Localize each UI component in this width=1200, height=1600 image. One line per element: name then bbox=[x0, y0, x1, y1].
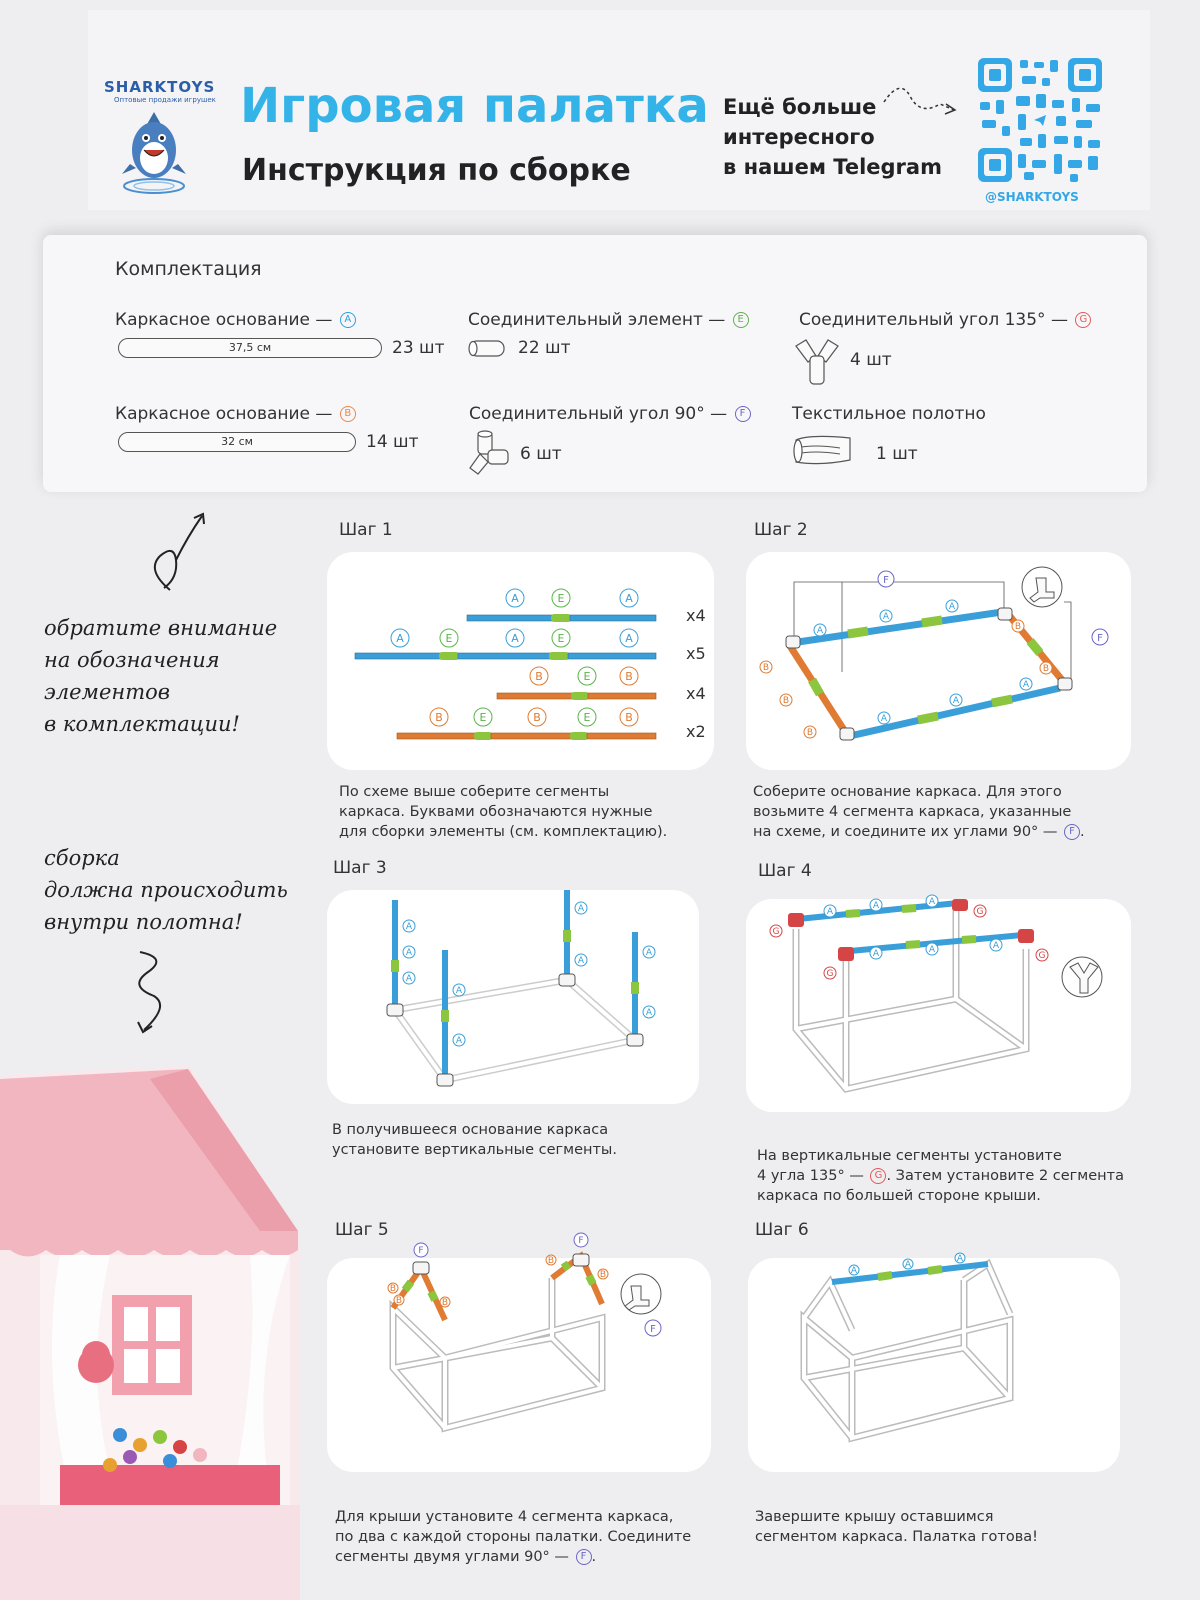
step-3-description bbox=[332, 1120, 617, 1160]
code-badge-a: A bbox=[340, 312, 356, 328]
kit-item-f-label bbox=[469, 404, 751, 424]
note1-line-1: обратите внимание bbox=[44, 616, 278, 640]
step-6-diagram bbox=[748, 1254, 1120, 1472]
note-labels bbox=[44, 612, 277, 740]
page-title: Игровая палатка bbox=[240, 78, 709, 134]
step-1-line-3: для сборки элементы (см. комплектацию). bbox=[339, 824, 668, 840]
note2-line-1: сборка bbox=[44, 846, 120, 870]
code-badge-e: E bbox=[733, 312, 749, 328]
svg-text:A: A bbox=[882, 612, 890, 622]
kit-item-b-qty: 14 шт bbox=[366, 432, 419, 452]
dotted-arrow-icon bbox=[880, 82, 960, 122]
svg-text:A: A bbox=[625, 592, 633, 605]
kit-item-f-text: Соединительный угол 90° — bbox=[469, 404, 728, 424]
curly-arrow-up-icon bbox=[140, 510, 220, 600]
kit-item-e-label bbox=[468, 310, 749, 330]
svg-text:B: B bbox=[762, 663, 770, 673]
step-2-line-2: возьмите 4 сегмента каркаса, указанные bbox=[753, 804, 1072, 820]
svg-text:B: B bbox=[389, 1284, 397, 1294]
note1-line-2: на обозначения bbox=[44, 648, 220, 672]
svg-text:B: B bbox=[395, 1296, 403, 1306]
svg-text:B: B bbox=[625, 670, 633, 683]
qr-code-icon[interactable] bbox=[976, 56, 1104, 184]
code-badge-f: F bbox=[735, 406, 751, 422]
telegram-line-3: в нашем Telegram bbox=[723, 155, 942, 179]
kit-item-g-label bbox=[799, 310, 1091, 330]
tube-a: 37,5 см bbox=[118, 338, 382, 358]
note1-line-4: в комплектации! bbox=[44, 712, 240, 736]
kit-item-e-text: Соединительный элемент — bbox=[468, 310, 726, 330]
code-badge-f: F bbox=[1064, 824, 1080, 840]
svg-text:B: B bbox=[441, 1298, 449, 1308]
svg-text:F: F bbox=[1097, 633, 1103, 644]
note2-line-3: внутри полотна! bbox=[44, 910, 243, 934]
step-5-description bbox=[335, 1507, 691, 1567]
step-2-line-1: Соберите основание каркаса. Для этого bbox=[753, 784, 1062, 800]
svg-text:E: E bbox=[557, 632, 565, 645]
svg-text:E: E bbox=[445, 632, 453, 645]
svg-text:B: B bbox=[599, 1270, 607, 1280]
step-1-line-1: По схеме выше соберите сегменты bbox=[339, 784, 610, 800]
code-badge-b: B bbox=[340, 406, 356, 422]
step-4-line-2: 4 угла 135° — G . Затем установите 2 сегмента bbox=[757, 1168, 1124, 1184]
svg-text:A: A bbox=[396, 632, 404, 645]
step-2-diagram bbox=[746, 552, 1131, 770]
svg-text:G: G bbox=[1038, 951, 1046, 961]
step-4-line-1: На вертикальные сегменты установите bbox=[757, 1148, 1062, 1164]
svg-text:F: F bbox=[578, 1236, 584, 1246]
step-5-line-2: по два с каждой стороны палатки. Соедините bbox=[335, 1529, 692, 1545]
svg-text:A: A bbox=[405, 948, 413, 958]
svg-text:E: E bbox=[557, 592, 565, 605]
svg-text:A: A bbox=[928, 897, 936, 907]
code-badge-g: G bbox=[870, 1168, 886, 1184]
code-badge-g: G bbox=[1075, 312, 1091, 328]
svg-text:B: B bbox=[1014, 622, 1022, 632]
step-1-diagram bbox=[327, 552, 714, 770]
svg-text:A: A bbox=[826, 907, 834, 917]
step-2-title: Шаг 2 bbox=[754, 520, 808, 540]
svg-text:B: B bbox=[1042, 664, 1050, 674]
svg-text:E: E bbox=[583, 670, 591, 683]
kit-item-textile-label: Текстильное полотно bbox=[792, 404, 986, 424]
kit-item-textile-qty: 1 шт bbox=[876, 444, 918, 464]
step-5-line-1: Для крыши установите 4 сегмента каркаса, bbox=[335, 1509, 674, 1525]
connector-icon bbox=[466, 338, 510, 360]
squiggle-arrow-down-icon bbox=[124, 948, 174, 1038]
svg-text:A: A bbox=[455, 1036, 463, 1046]
step-5-line-3-text: сегменты двумя углами 90° — bbox=[335, 1549, 569, 1565]
kit-item-f-qty: 6 шт bbox=[520, 444, 562, 464]
step-6-line-2: сегментом каркаса. Палатка готова! bbox=[755, 1529, 1038, 1545]
kit-item-e-qty: 22 шт bbox=[518, 338, 571, 358]
step-1-mult-3: x4 bbox=[686, 684, 706, 703]
step-5-diagram bbox=[327, 1236, 711, 1472]
kit-item-b-text: Каркасное основание — bbox=[115, 404, 333, 424]
svg-text:A: A bbox=[928, 945, 936, 955]
kit-item-a-text: Каркасное основание — bbox=[115, 310, 333, 330]
kit-item-g-text: Соединительный угол 135° — bbox=[799, 310, 1068, 330]
svg-text:F: F bbox=[418, 1246, 424, 1256]
svg-text:G: G bbox=[826, 969, 834, 979]
svg-text:A: A bbox=[816, 626, 824, 636]
svg-text:F: F bbox=[650, 1324, 656, 1335]
svg-text:A: A bbox=[511, 592, 519, 605]
brand-name: SHARKTOYS bbox=[104, 78, 216, 96]
svg-text:A: A bbox=[645, 1008, 653, 1018]
step-4-description bbox=[757, 1146, 1124, 1206]
svg-text:A: A bbox=[511, 632, 519, 645]
svg-text:G: G bbox=[772, 927, 780, 937]
step-1-line-2: каркаса. Буквами обозначаются нужные bbox=[339, 804, 653, 820]
svg-text:A: A bbox=[1022, 680, 1030, 690]
textile-icon bbox=[790, 430, 854, 470]
step-2-description bbox=[753, 782, 1085, 842]
svg-text:A: A bbox=[904, 1260, 912, 1270]
svg-text:A: A bbox=[880, 714, 888, 724]
svg-text:E: E bbox=[583, 711, 591, 724]
kit-heading: Комплектация bbox=[115, 258, 262, 280]
svg-text:B: B bbox=[533, 711, 541, 724]
corner-90-icon bbox=[466, 428, 512, 478]
step-2-line-3: на схеме, и соедините их углами 90° — F . bbox=[753, 824, 1085, 840]
step-4-line-2-text: 4 угла 135° — bbox=[757, 1168, 864, 1184]
svg-text:F: F bbox=[883, 575, 889, 586]
svg-text:B: B bbox=[435, 711, 443, 724]
kit-item-a-qty: 23 шт bbox=[392, 338, 445, 358]
step-5-title: Шаг 5 bbox=[335, 1220, 389, 1240]
telegram-line-2: интересного bbox=[723, 125, 875, 149]
tube-b: 32 см bbox=[118, 432, 356, 452]
svg-text:B: B bbox=[547, 1256, 555, 1266]
svg-text:A: A bbox=[577, 904, 585, 914]
step-1-description bbox=[339, 782, 667, 842]
svg-text:B: B bbox=[782, 696, 790, 706]
telegram-line-1: Ещё больше bbox=[723, 95, 877, 119]
svg-text:A: A bbox=[645, 948, 653, 958]
brand-subtitle: Оптовые продажи игрушек bbox=[114, 96, 216, 104]
step-3-line-2: установите вертикальные сегменты. bbox=[332, 1142, 617, 1158]
step-4-title: Шаг 4 bbox=[758, 861, 812, 881]
kit-item-g-qty: 4 шт bbox=[850, 350, 892, 370]
note1-line-3: элементов bbox=[44, 680, 171, 704]
svg-text:A: A bbox=[872, 949, 880, 959]
svg-text:B: B bbox=[625, 711, 633, 724]
tent-photo bbox=[0, 1065, 300, 1600]
svg-text:A: A bbox=[625, 632, 633, 645]
code-badge-f: F bbox=[576, 1549, 592, 1565]
step-1-mult-1: x4 bbox=[686, 606, 706, 625]
qr-label: @SHARKTOYS bbox=[985, 190, 1079, 204]
svg-text:A: A bbox=[405, 974, 413, 984]
corner-135-icon bbox=[794, 336, 840, 388]
note-assembly bbox=[44, 842, 288, 938]
svg-text:A: A bbox=[850, 1266, 858, 1276]
step-4-line-2-tail: Затем установите 2 сегмента bbox=[895, 1168, 1124, 1184]
shark-logo-icon bbox=[118, 108, 190, 196]
step-4-diagram bbox=[746, 899, 1131, 1112]
svg-text:A: A bbox=[577, 956, 585, 966]
step-1-mult-2: x5 bbox=[686, 644, 706, 663]
svg-text:A: A bbox=[948, 602, 956, 612]
step-1-mult-4: x2 bbox=[686, 722, 706, 741]
svg-text:B: B bbox=[806, 728, 814, 738]
svg-text:A: A bbox=[405, 922, 413, 932]
step-6-description bbox=[755, 1507, 1038, 1547]
step-5-line-3: сегменты двумя углами 90° — F . bbox=[335, 1549, 597, 1565]
step-4-line-3: каркаса по большей стороне крыши. bbox=[757, 1188, 1041, 1204]
svg-text:A: A bbox=[952, 696, 960, 706]
svg-text:B: B bbox=[535, 670, 543, 683]
step-3-line-1: В получившееся основание каркаса bbox=[332, 1122, 609, 1138]
step-3-diagram bbox=[327, 890, 699, 1104]
svg-text:G: G bbox=[976, 907, 984, 917]
svg-text:A: A bbox=[455, 986, 463, 996]
svg-text:E: E bbox=[479, 711, 487, 724]
step-3-title: Шаг 3 bbox=[333, 858, 387, 878]
step-6-title: Шаг 6 bbox=[755, 1220, 809, 1240]
svg-text:A: A bbox=[956, 1254, 964, 1264]
step-2-line-3-text: на схеме, и соедините их углами 90° — bbox=[753, 824, 1058, 840]
page-subtitle: Инструкция по сборке bbox=[242, 153, 631, 188]
step-1-title: Шаг 1 bbox=[339, 520, 393, 540]
kit-item-a-label bbox=[115, 310, 356, 330]
note2-line-2: должна происходить bbox=[44, 878, 288, 902]
kit-item-b-label bbox=[115, 404, 356, 424]
step-6-line-1: Завершите крышу оставшимся bbox=[755, 1509, 994, 1525]
svg-text:A: A bbox=[992, 941, 1000, 951]
svg-text:A: A bbox=[872, 901, 880, 911]
